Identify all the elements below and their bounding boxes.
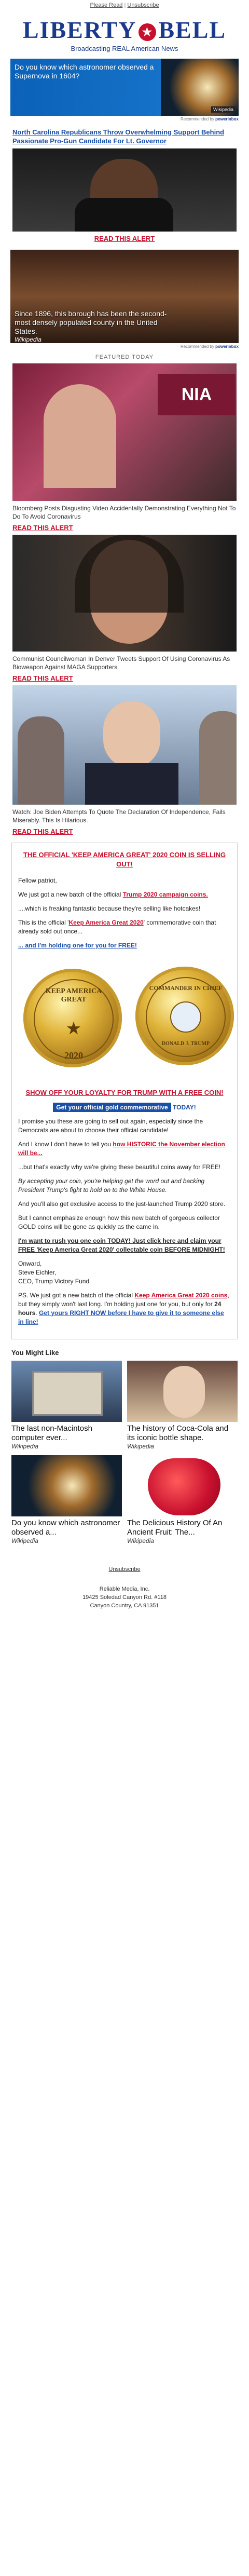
- star-icon: ★: [66, 1020, 81, 1037]
- featured-caption-2: Communist Councilwoman In Denver Tweets Support Of Using Coronavirus As Bioweapon Against MAGA Supporters: [12, 655, 230, 671]
- rec-image-3: [11, 1455, 122, 1516]
- promo-borough[interactable]: [10, 250, 239, 343]
- star-icon: ★: [139, 23, 156, 41]
- rec-source-1: Wikipedia: [11, 1443, 38, 1450]
- rec-card-2[interactable]: [127, 1361, 238, 1450]
- ps-get-yours-link[interactable]: Get yours RIGHT NOW before I have to give it to someone else in line!: [18, 1309, 224, 1325]
- rec-card-1[interactable]: [11, 1361, 122, 1450]
- coin-image[interactable]: [18, 959, 231, 1079]
- logo-word-right: BELL: [158, 17, 227, 43]
- footer: [6, 1565, 243, 1610]
- letter-p3: This is the official 'Keep America Great 2020' commemorative coin that already sold out once...: [18, 919, 216, 935]
- cta-gold-row[interactable]: Get your official gold commemorative TODAY!: [18, 1103, 231, 1112]
- featured-caption-3: Watch: Joe Biden Attempts To Quote The Declaration Of Independence, Fails Miserably. This Is Hilarious.: [12, 808, 226, 824]
- featured-caption-1: Bloomberg Posts Disgusting Video Accidentally Demonstrating Everything Not To Do To Avoid Coronavirus: [12, 505, 236, 520]
- recommended-by-2[interactable]: Recommended by powerinbox: [180, 344, 239, 349]
- letter-p2: ....which is freaking fantastic because they're selling like hotcakes!: [18, 905, 201, 912]
- powerinbox-logo-2: powerinbox: [215, 344, 239, 349]
- featured-label: FEATURED TODAY: [95, 354, 154, 360]
- read-alert-link[interactable]: READ THIS ALERT: [94, 235, 155, 242]
- letter-p5: I promise you these are going to sell out again, especially since the Democrats are about to choose their official candidate!: [18, 1118, 203, 1134]
- letter-p8: By accepting your coin, you're helping get the word out and backing President Trump's fight to hold on to the White House.: [18, 1177, 205, 1194]
- rec-source-2: Wikipedia: [127, 1443, 154, 1450]
- masthead[interactable]: [6, 17, 243, 52]
- powerinbox-logo: powerinbox: [215, 117, 239, 121]
- letter-p6: And I know I don't have to tell you how HISTORIC the November election will be...: [18, 1141, 225, 1157]
- letter-greeting: Fellow patriot,: [18, 877, 57, 884]
- recommended-by[interactable]: Recommended by powerinbox: [180, 117, 239, 121]
- rec-image-1: [11, 1361, 122, 1422]
- rec-image-4: [127, 1455, 238, 1516]
- coin-front: KEEP AMERICA GREAT ★ 2020: [23, 969, 122, 1067]
- address-line-1: 19425 Soledad Canyon Rd. #118: [82, 1594, 167, 1601]
- rec-source-3: Wikipedia: [11, 1537, 38, 1544]
- coin-back: COMMANDER IN CHIEF DONALD J. TRUMP: [135, 967, 234, 1065]
- address-line-2: Canyon Country, CA 91351: [90, 1603, 159, 1609]
- read-online-link[interactable]: Please Read: [90, 2, 123, 8]
- email-body: [6, 17, 243, 1610]
- featured-read-alert-2[interactable]: READ THIS ALERT: [12, 674, 73, 682]
- topbar-separator: |: [122, 2, 128, 8]
- promo-badge: Wikipedia: [211, 106, 236, 113]
- promo-borough-source: Wikipedia: [15, 336, 42, 343]
- unsubscribe-top-link[interactable]: Unsubscribe: [127, 2, 159, 8]
- ps-coins-link[interactable]: Keep America Great 2020 coins: [134, 1292, 228, 1299]
- letter-p10: But I cannot emphasize enough how this new batch of gorgeous collector GOLD coins will be gone as quickly as the came in.: [18, 1214, 220, 1230]
- kag-link[interactable]: Keep America Great 2020: [68, 919, 144, 926]
- rec-card-3[interactable]: [11, 1455, 122, 1544]
- article-headline[interactable]: North Carolina Republicans Throw Overwhelming Support Behind Passionate Pro-Gun Candidate For Lt. Governor: [12, 128, 225, 145]
- letter-p4[interactable]: ... and I'm holding one for you for FREE!: [18, 942, 137, 949]
- tagline: Broadcasting REAL American News: [71, 45, 178, 52]
- logo[interactable]: [6, 17, 243, 44]
- promo-supernova[interactable]: [10, 59, 239, 116]
- rec-source-4: Wikipedia: [127, 1537, 154, 1544]
- unsubscribe-footer-link[interactable]: Unsubscribe: [108, 1566, 141, 1572]
- rec-title-1: The last non-Macintosh computer ever...: [11, 1424, 92, 1442]
- logo-word-left: LIBERTY: [22, 17, 137, 43]
- claim-coin-link[interactable]: I'm want to rush you one coin TODAY! Just click here and claim your FREE 'Keep America Great 2020' collectable coin BEFORE MIDNIGHT!: [18, 1237, 225, 1253]
- promo-text: Do you know which astronomer observed a Supernova in 1604?: [15, 63, 154, 80]
- cta-gold-button[interactable]: Get your official gold commemorative: [53, 1103, 171, 1112]
- letter-signature: Onward, Steve Eichler, CEO, Trump Victory Fund: [18, 1260, 90, 1285]
- rec-image-2: [127, 1361, 238, 1422]
- letter-title[interactable]: THE OFFICIAL 'KEEP AMERICA GREAT' 2020 COIN IS SELLING OUT!: [23, 851, 226, 868]
- letter-p9: And you'll also get exclusive access to the just-launched Trump 2020 store.: [18, 1200, 226, 1208]
- company-name: Reliable Media, Inc.: [99, 1586, 150, 1592]
- rec-title-2: The history of Coca-Cola and its iconic bottle shape.: [127, 1424, 229, 1442]
- cta-free-coin[interactable]: SHOW OFF YOUR LOYALTY FOR TRUMP WITH A FREE COIN!: [25, 1089, 224, 1096]
- promo-borough-text: Since 1896, this borough has been the second-most densely populated county in the United States.: [15, 309, 167, 335]
- top-links: [0, 0, 249, 13]
- rec-card-4[interactable]: [127, 1455, 238, 1544]
- seal-icon: [170, 1001, 201, 1033]
- you-might-like-label: You Might Like: [11, 1349, 59, 1357]
- rec-title-3: Do you know which astronomer observed a...: [11, 1519, 120, 1537]
- letter-ps: PS. We just got a new batch of the official Keep America Great 2020 coins, but they simply won't last long. I'm holding just one for you, but only for 24 hours. Get yours RIGHT NOW before I have to give it to someone else in line!: [18, 1292, 229, 1325]
- featured-read-alert-3[interactable]: READ THIS ALERT: [12, 828, 73, 835]
- featured-photo-1[interactable]: NIA: [12, 363, 237, 501]
- recommendation-grid: [11, 1361, 238, 1544]
- featured-read-alert-1[interactable]: READ THIS ALERT: [12, 524, 73, 532]
- rec-title-4: The Delicious History Of An Ancient Fruit: The...: [127, 1519, 223, 1537]
- letter-p1: We just got a new batch of the official Trump 2020 campaign coins.: [18, 891, 208, 898]
- article-photo[interactable]: [12, 148, 237, 232]
- historic-election-link[interactable]: how HISTORIC the November election will be...: [18, 1141, 225, 1157]
- featured-photo-2[interactable]: [12, 535, 237, 652]
- featured-photo-3[interactable]: [12, 685, 237, 805]
- letter-p7: ...but that's exactly why we're giving these beautiful coins away for FREE!: [18, 1163, 221, 1171]
- campaign-coins-link[interactable]: Trump 2020 campaign coins.: [122, 891, 208, 898]
- sales-letter: [11, 843, 238, 1339]
